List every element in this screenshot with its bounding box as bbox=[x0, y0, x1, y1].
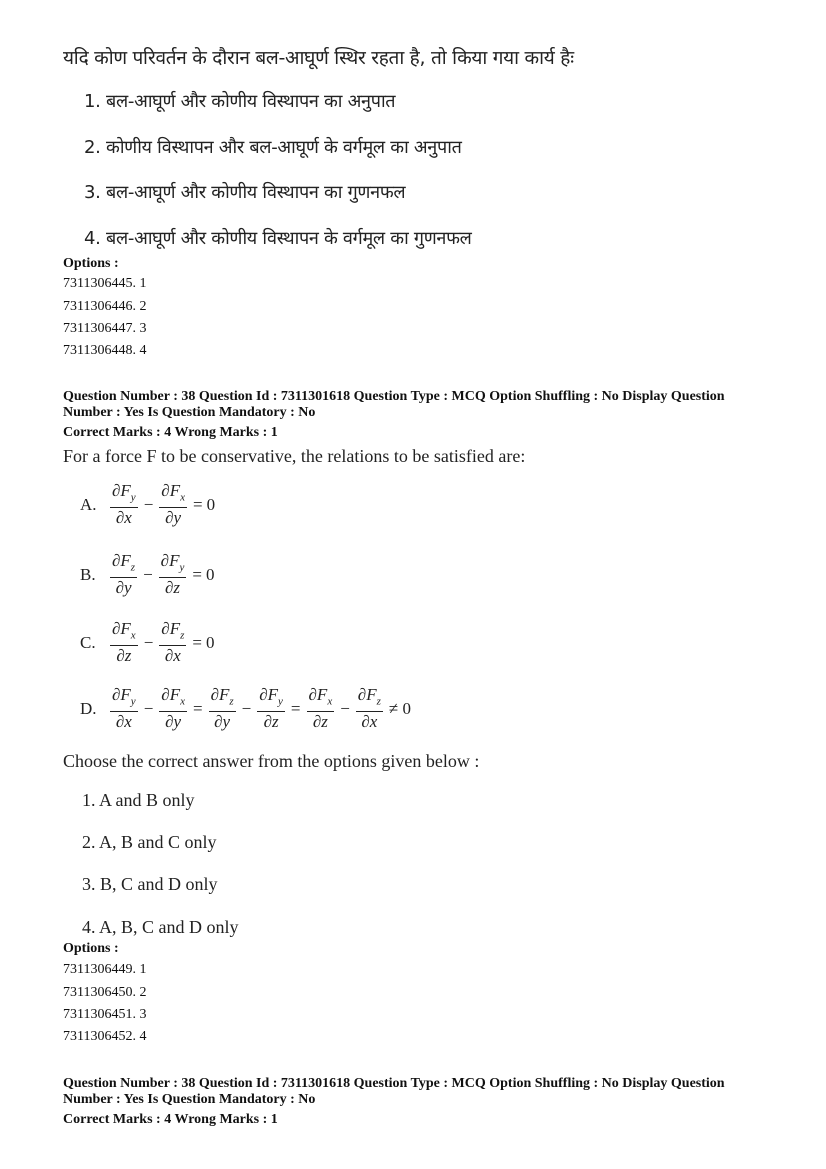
partial-fraction: $\frac{\partial F_z}{\partial x}$ bbox=[161, 619, 185, 666]
option-id: 7311306452. 4 bbox=[63, 1029, 147, 1044]
partial-fraction: $\frac{\partial F_x}{\partial y}$ bbox=[161, 481, 185, 528]
partial-fraction: $\frac{\partial F_y}{\partial z}$ bbox=[259, 685, 283, 732]
choice-hindi-4: 4. बल-आघूर्ण और कोणीय विस्थापन के वर्गमूल का गुणनफल bbox=[84, 228, 472, 249]
marks-line: Correct Marks : 4 Wrong Marks : 1 bbox=[63, 1112, 278, 1127]
partial-fraction: $\frac{\partial F_y}{\partial x}$ bbox=[112, 685, 136, 732]
question-stem: For a force F to be conservative, the relations to be satisfied are: bbox=[63, 446, 526, 466]
choice-hindi-1: 1. बल-आघूर्ण और कोणीय विस्थापन का अनुपात bbox=[84, 91, 396, 112]
answer-choice-3: 3. B, C and D only bbox=[82, 874, 218, 894]
partial-fraction: $\frac{\partial F_z}{\partial y}$ bbox=[112, 551, 136, 598]
equation-a: A. $\frac{\partial F_y}{\partial x}$ − $\frac{\partial F_x}{\partial y}$ = 0 bbox=[80, 481, 216, 528]
question-meta: Question Number : 38 Question Id : 7311301618 Question Type : MCQ Option Shuffling : No Display Question bbox=[63, 1076, 725, 1091]
question-meta: Question Number : 38 Question Id : 7311301618 Question Type : MCQ Option Shuffling : No Display Question bbox=[63, 389, 725, 404]
answer-choice-2: 2. A, B and C only bbox=[82, 832, 217, 852]
question-meta-cont: Number : Yes Is Question Mandatory : No bbox=[63, 405, 316, 420]
answer-choice-4: 4. A, B, C and D only bbox=[82, 917, 239, 937]
partial-fraction: $\frac{\partial F_z}{\partial x}$ bbox=[357, 685, 381, 732]
option-id: 7311306447. 3 bbox=[63, 321, 147, 336]
partial-fraction: $\frac{\partial F_z}{\partial y}$ bbox=[210, 685, 234, 732]
partial-fraction: $\frac{\partial F_y}{\partial x}$ bbox=[112, 481, 136, 528]
choose-instruction: Choose the correct answer from the options given below : bbox=[63, 751, 480, 771]
option-id: 7311306446. 2 bbox=[63, 299, 147, 314]
equation-label: D. bbox=[80, 698, 97, 718]
option-id: 7311306449. 1 bbox=[63, 962, 147, 977]
marks-line: Correct Marks : 4 Wrong Marks : 1 bbox=[63, 425, 278, 440]
options-label: Options : bbox=[63, 256, 119, 271]
choice-hindi-2: 2. कोणीय विस्थापन और बल-आघूर्ण के वर्गमूल का अनुपात bbox=[84, 137, 462, 158]
partial-fraction: $\frac{\partial F_x}{\partial y}$ bbox=[161, 685, 185, 732]
option-id: 7311306445. 1 bbox=[63, 276, 147, 291]
partial-fraction: $\frac{\partial F_y}{\partial z}$ bbox=[160, 551, 185, 598]
question-stem-hindi: यदि कोण परिवर्तन के दौरान बल-आघूर्ण स्थिर रहता है, तो किया गया कार्य हैः bbox=[63, 47, 574, 69]
partial-fraction: $\frac{\partial F_x}{\partial z}$ bbox=[308, 685, 333, 732]
choice-hindi-3: 3. बल-आघूर्ण और कोणीय विस्थापन का गुणनफल bbox=[84, 182, 406, 203]
question-meta-cont: Number : Yes Is Question Mandatory : No bbox=[63, 1092, 316, 1107]
option-id: 7311306451. 3 bbox=[63, 1007, 147, 1022]
equation-label: B. bbox=[80, 564, 96, 584]
answer-choice-1: 1. A and B only bbox=[82, 790, 195, 810]
equation-label: C. bbox=[80, 632, 96, 652]
options-label: Options : bbox=[63, 941, 119, 956]
partial-fraction: $\frac{\partial F_x}{\partial z}$ bbox=[112, 619, 136, 666]
option-id: 7311306450. 2 bbox=[63, 985, 147, 1000]
equation-label: A. bbox=[80, 494, 97, 514]
option-id: 7311306448. 4 bbox=[63, 343, 147, 358]
equation-b: B. $\frac{\partial F_z}{\partial y}$ − $\frac{\partial F_y}{\partial z}$ = 0 bbox=[80, 551, 215, 598]
equation-c: C. $\frac{\partial F_x}{\partial z}$ − $\frac{\partial F_z}{\partial x}$ = 0 bbox=[80, 619, 215, 666]
equation-d: D. $\frac{\partial F_y}{\partial x}$ − $\frac{\partial F_x}{\partial y}$ = $\frac{\partial F_z}{\partial y}$ − $\frac{\partial F_y}{\partial z}$ = $\frac{\partial F_x}{\partial z}$ − $\frac{\partial F_z}{\partial x}$ ≠ 0 bbox=[80, 685, 411, 732]
